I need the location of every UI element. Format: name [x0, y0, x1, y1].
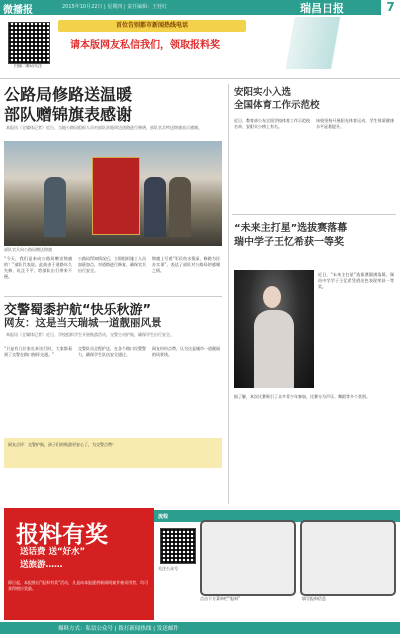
column-divider: [228, 84, 229, 504]
story2-column: “只是有几位家长来送行时，大家都看到了交警在路口指挥交通。”: [4, 346, 72, 357]
story1-intro: 本报讯（全媒体记者）近日，当地公路局组织人员对部队驻地周边道路进行修缮，部队官兵特送锦旗表示感谢。: [6, 125, 202, 130]
person-figure: [144, 177, 166, 237]
report-ad-body: 即日起，本报推出“报料有奖”活动，凡是向本报提供新闻线索并被采用者，均可获得相应奖励。: [8, 580, 149, 591]
story3-column: 该校坚持开展阳光体育运动，学生体质健康水平显著提升。: [316, 118, 394, 129]
promo-headline[interactable]: 请本版网友私信我们，领取报料奖: [70, 40, 220, 51]
flow-step-caption: 填写报料信息: [302, 596, 326, 601]
story4-photo[interactable]: [234, 270, 314, 388]
story1-photo[interactable]: [4, 141, 222, 246]
footer-text: 爆料方式：私信公众号 | 拨打新闻热线 | 发送邮件: [58, 626, 179, 632]
report-ad-line2: 送旅游……: [20, 560, 63, 570]
story2-subtitle: 网友：这是当天瑞城一道靓丽风景: [4, 317, 162, 329]
divider: [232, 214, 396, 215]
page-number: 7: [381, 0, 400, 15]
divider: [4, 296, 222, 297]
dress-shape: [254, 310, 294, 388]
phone-screenshot-2: [300, 520, 396, 596]
flow-step-caption: 点击下方菜单栏“报料”: [200, 596, 241, 601]
report-qr-code[interactable]: [160, 528, 196, 564]
promo-tagline: 首位告别都市新闻热线电话: [58, 20, 246, 32]
phone-screenshot-1: [200, 520, 296, 596]
issue-meta: 2015年10月22日 | 星期四 | 责任编辑：王桂红: [62, 4, 168, 10]
story3-column: 近日，教育部公布全国学校体育工作示范校名单，安阳实小榜上有名。: [234, 118, 310, 129]
footer-bar: [0, 622, 400, 634]
story2-title[interactable]: 交警蜀黍护航“快乐秋游”: [4, 303, 152, 318]
flow-label: 流程: [158, 514, 169, 520]
brand-logo: 瑞昌日报: [300, 2, 344, 15]
story2-highlight: 网友点评：交警护航，孩子们的秋游更安心了，为交警点赞！: [4, 438, 222, 468]
section-title: 微播报: [3, 5, 33, 16]
story1-column: 锦旗上写着“军民鱼水情深，修路为民办实事”，表达了部队对公路局的感谢之情。: [152, 256, 220, 273]
qr-caption: 扫描二维码关注: [14, 63, 42, 68]
story4-column: 据了解，本次比赛吸引了众多青少年参加，比赛分为声乐、舞蹈等多个类别。: [234, 394, 370, 399]
story1-column: “今天，我们是来向公路局赠送锦旗的！”部队代表说。此前由于道路年久失修，坑洼不平，给部队出行带来不便。: [4, 256, 72, 279]
flow-step-caption: 关注公众号: [158, 566, 178, 571]
story1-photo-caption: 部队官兵向公路局赠送锦旗: [4, 247, 52, 252]
story2-intro: 本报讯（全媒体记者）近日，学校组织学生开展秋游活动，交警主动护航，确保学生出行安全。: [6, 332, 174, 337]
qr-code[interactable]: [8, 22, 50, 64]
promo-illustration: [250, 17, 390, 69]
story3-title[interactable]: 安阳实小入选 全国体育工作示范校: [234, 87, 320, 111]
story2-column: 网友纷纷点赞，认为这是城市一道靓丽的风景线。: [152, 346, 220, 357]
story1-column: 公路局得知情况后，立即组织施工人员加班加点，对道路进行修复，确保官兵出行安全。: [78, 256, 146, 273]
report-ad-line1: 送话费 送“好水”: [20, 547, 86, 557]
person-figure: [169, 177, 191, 237]
person-figure: [44, 177, 66, 237]
story4-title[interactable]: “未来主打星”选拔赛落幕 瑞中学子王忆希获一等奖: [234, 223, 348, 248]
report-ad-title: 报料有奖: [16, 522, 108, 548]
page-header: [0, 0, 400, 15]
banner-image: [92, 157, 140, 235]
story1-title[interactable]: 公路局修路送温暖 部队赠锦旗表感谢: [4, 85, 133, 124]
story2-column: 交警队员全程护送，在各个路口设置警力，确保学生队伍安全通过。: [78, 346, 146, 357]
face-shape: [263, 286, 281, 308]
story4-column: 近日，“未来主打星”选拔赛圆满落幕，瑞昌中学学子王忆希凭借出色表现荣获一等奖。: [318, 272, 394, 289]
divider: [0, 78, 400, 79]
